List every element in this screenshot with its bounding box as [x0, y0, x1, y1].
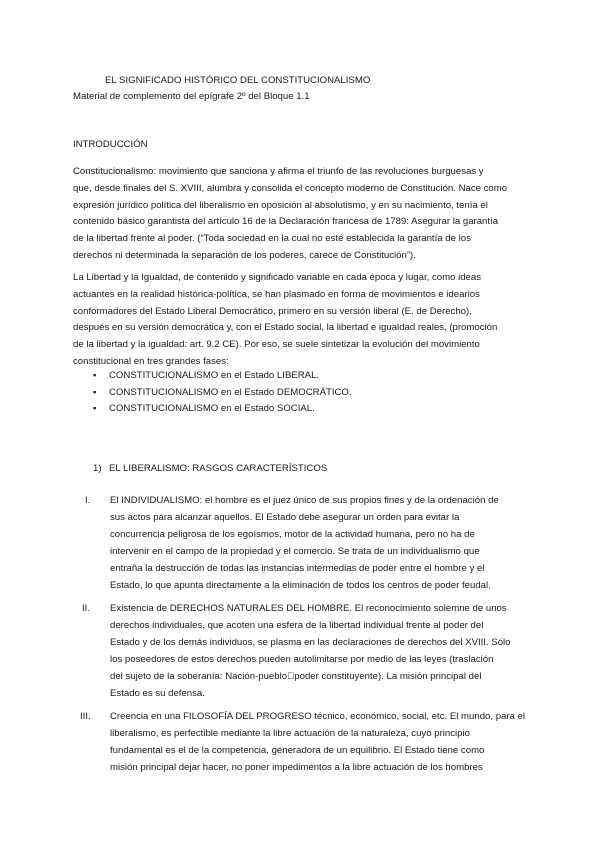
text-line: Estado, lo que apunta directamente a la eliminación de todos los centros de poder feudal.: [110, 580, 491, 591]
text-line: Existencia de DERECHOS NATURALES DEL HOMBRE. El reconocimiento solemne de unos: [110, 603, 507, 614]
numeral-ii: II.: [82, 603, 90, 614]
phases-list: [93, 368, 352, 418]
section-heading: EL LIBERALISMO: RASGOS CARACTERÍSTICOS: [109, 463, 328, 474]
list-item-label: CONSTITUCIONALISMO en el Estado LIBERAL.: [109, 370, 320, 381]
text-line: constitucional en tres grandes fases:: [73, 355, 229, 367]
text-line: derechos individuales, que acoten una esfera de la libertad individual frente al poder del: [110, 620, 484, 631]
text-line: Creencia en una FILOSOFÍA DEL PROGRESO técnico, económico, social, etc. El mundo, para el: [110, 711, 526, 722]
text-line: Estado es su defensa.: [110, 688, 205, 699]
document-title: EL SIGNIFICADO HISTÓRICO DEL CONSTITUCIONALISMO: [105, 75, 371, 86]
square-bullet-icon: ▪: [93, 386, 97, 398]
text-line: misión principal dejar hacer, no poner impedimentos a la libre actuación de los hombres: [110, 762, 483, 773]
text-line: liberalismo, es perfectible mediante la libre actuación de la naturaleza, cuyo principio: [110, 728, 470, 739]
text-line: fundamental es el de la competencia, generadora de un equilibrio. El Estado tiene como: [110, 745, 485, 756]
list-item: [93, 401, 352, 418]
text-line: contenido básico garantista del artículo 16 de la Declaración francesa de 1789: Asegurar la garantía: [73, 216, 499, 228]
text-line: derechos ni determinada la separación de los poderes, carece de Constitución”).: [73, 249, 416, 261]
text-line: después en su versión democrática y, con el Estado social, la libertad e igualdad reales, (promoción: [73, 322, 498, 334]
square-bullet-icon: ▪: [93, 403, 97, 415]
text-line: La Libertad y la Igualdad, de contenido y significado variable en cada época y lugar, como ideas: [73, 272, 482, 283]
list-item-label: CONSTITUCIONALISMO en el Estado DEMOCRÁTICO.: [109, 386, 352, 398]
intro-heading: INTRODUCCIÓN: [73, 139, 148, 150]
text-line: El INDIVIDUALISMO: el hombre es el juez único de sus propios fines y de la ordenación de: [110, 495, 499, 506]
text-line: actuantes en la realidad histórica-política, se han plasmado en forma de movimientos e idearios: [73, 288, 480, 300]
text-line: de la libertad frente al poder. (“Toda sociedad en la cual no esté establecida la garantía de los: [73, 233, 471, 245]
item-i-text: [110, 492, 499, 594]
text-line: Constitucionalismo: movimiento que sanciona y afirma el triunfo de las revoluciones burguesas y: [73, 166, 484, 177]
numeral-i: I.: [85, 495, 91, 506]
text-line: concurrencia peligrosa de los egoísmos, motor de la actividad humana, pero no ha de: [110, 529, 475, 540]
text-line: que, desde finales del S. XVIII, alumbra y consolida el concepto moderno de Constitución. Nace como: [73, 182, 508, 194]
list-item: [93, 385, 352, 402]
text-line: Estado y de los demás individuos, se plasma en las declaraciones de derechos del XVIII. Sólo: [110, 637, 511, 648]
text-line: conformadores del Estado Liberal Democrático, primero en su versión liberal (E. de Derecho),: [73, 305, 472, 317]
intro-paragraph-1: [73, 164, 528, 265]
text-line: de la libertad y la igualdad: art. 9.2 CE). Por eso, se suele sintetizar la evolución del movimiento: [73, 339, 480, 351]
section-number: 1): [93, 463, 102, 474]
text-line: del sujeto de la soberanía: Nación-pueblo⃞poder constituyente). La misión principal del: [110, 671, 482, 682]
text-line: expresión jurídico política del liberalismo en oposición al absolutismo, y en su nacimiento, tenía el: [73, 199, 488, 211]
item-iii-text: [110, 708, 525, 776]
item-ii-text: [110, 600, 511, 702]
numeral-iii: III.: [80, 711, 91, 722]
text-line: intervenir en el campo de la propiedad y el comercio. Se trata de un individualismo que: [110, 546, 480, 557]
text-line: sus actos para alcanzar aquellos. El Estado debe asegurar un orden para evitar la: [110, 512, 460, 523]
list-item-label: CONSTITUCIONALISMO en el Estado SOCIAL.: [109, 403, 315, 415]
document-subtitle: Material de complemento del epígrafe 2º del Bloque 1.1: [73, 91, 310, 102]
intro-paragraph-2: [73, 270, 528, 371]
text-line: entraña la destrucción de todas las instancias intermedias de poder entre el hombre y el: [110, 563, 485, 574]
text-line: los poseedores de estos derechos pueden autolimitarse por medio de las leyes (traslación: [110, 654, 494, 665]
list-item: [93, 368, 352, 385]
square-bullet-icon: ▪: [93, 370, 97, 381]
